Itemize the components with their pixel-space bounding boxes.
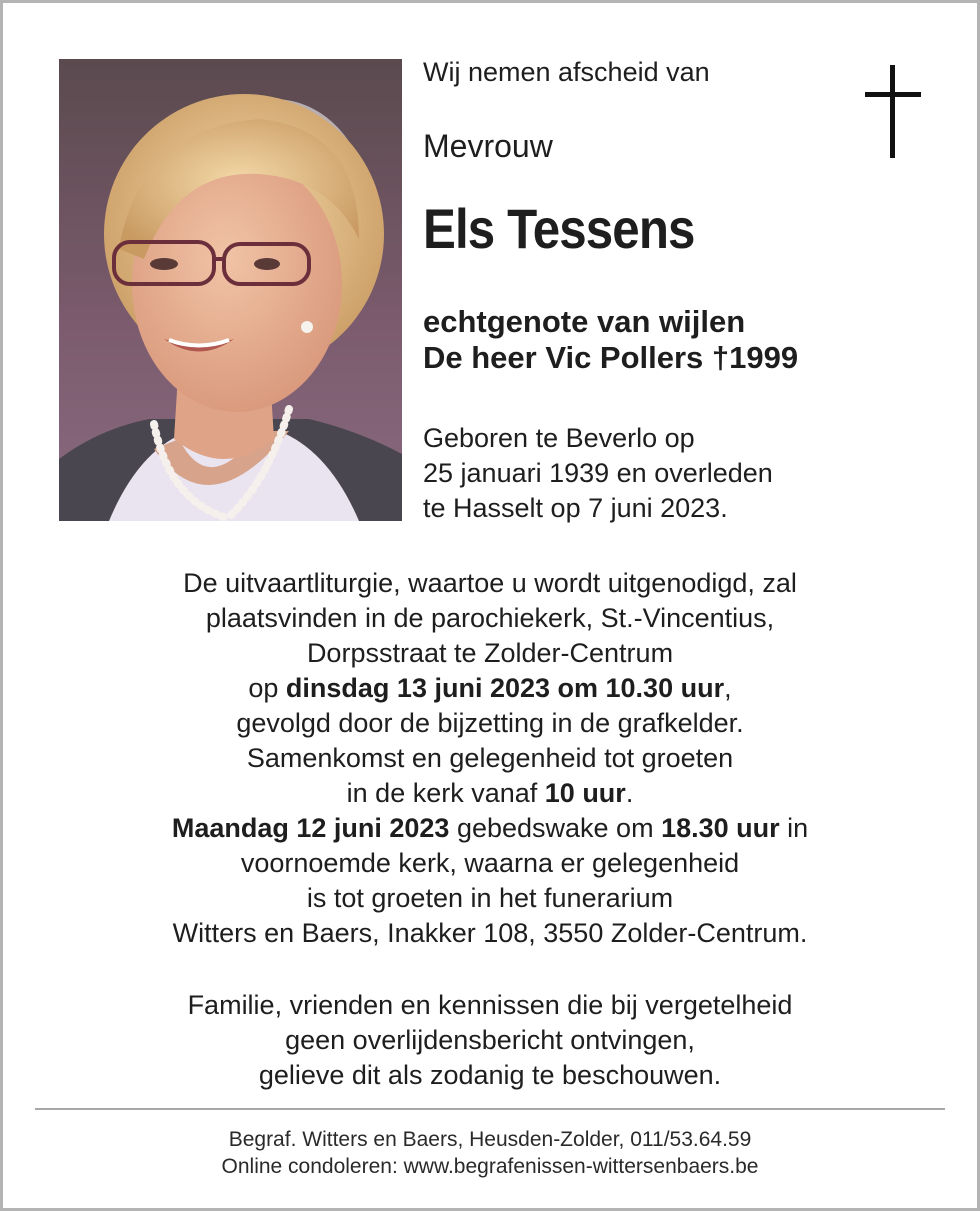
intro-line: Wij nemen afscheid van: [423, 57, 710, 87]
funeral-home-contact: Begraf. Witters en Baers, Heusden-Zolder, 011/53.64.59: [228, 1128, 752, 1151]
spouse-line-1: echtgenote van wijlen: [423, 304, 746, 339]
gathering-time-line: in de kerk vanaf 10 uur.: [346, 778, 634, 808]
birth-line-3: te Hasselt op 7 juni 2023.: [423, 493, 728, 523]
cross-icon: [863, 65, 923, 160]
gathering-time: 10 uur: [544, 778, 626, 808]
portrait-photo: [59, 59, 402, 521]
funeral-details: [40, 566, 940, 951]
family-line: gelieve dit als zodanig te beschouwen.: [258, 1060, 722, 1090]
footer: [40, 1126, 940, 1180]
funeral-line: plaatsvinden in de parochiekerk, St.-Vincentius,: [205, 603, 775, 633]
vigil-line: Maandag 12 juni 2023 gebedswake om 18.30 uur in: [171, 813, 809, 843]
family-line: geen overlijdensbericht ontvingen,: [285, 1025, 695, 1055]
funeral-line: is tot groeten in het funerarium: [306, 883, 674, 913]
honorific: Mevrouw: [423, 128, 553, 164]
vigil-time: 18.30 uur: [661, 813, 780, 843]
funeral-line: voornoemde kerk, waarna er gelegenheid: [240, 848, 740, 878]
birth-line-2: 25 januari 1939 en overleden: [423, 458, 773, 488]
funeral-line: Dorpsstraat te Zolder-Centrum: [306, 638, 674, 668]
funeral-date-line: op dinsdag 13 juni 2023 om 10.30 uur,: [248, 673, 732, 703]
vigil-date: Maandag 12 juni 2023: [171, 813, 450, 843]
funeral-home-address: Witters en Baers, Inakker 108, 3550 Zolder-Centrum.: [172, 918, 808, 948]
family-line: Familie, vrienden en kennissen die bij vergetelheid: [187, 990, 793, 1020]
divider: [35, 1108, 945, 1110]
spouse-line-2: De heer Vic Pollers †1999: [423, 340, 799, 375]
spouse-block: [423, 304, 798, 376]
birth-death-block: [423, 421, 773, 526]
deceased-name: Els Tessens: [423, 197, 695, 260]
condolence-link[interactable]: Online condoleren: www.begrafenissen-wittersenbaers.be: [221, 1155, 759, 1178]
funeral-line: gevolgd door de bijzetting in de grafkelder.: [236, 708, 744, 738]
birth-line-1: Geboren te Beverlo op: [423, 423, 695, 453]
funeral-date: dinsdag 13 juni 2023 om 10.30 uur: [285, 673, 725, 703]
family-notice: [40, 988, 940, 1093]
funeral-line: Samenkomst en gelegenheid tot groeten: [246, 743, 734, 773]
funeral-line: De uitvaartliturgie, waartoe u wordt uitgenodigd, zal: [183, 568, 797, 598]
